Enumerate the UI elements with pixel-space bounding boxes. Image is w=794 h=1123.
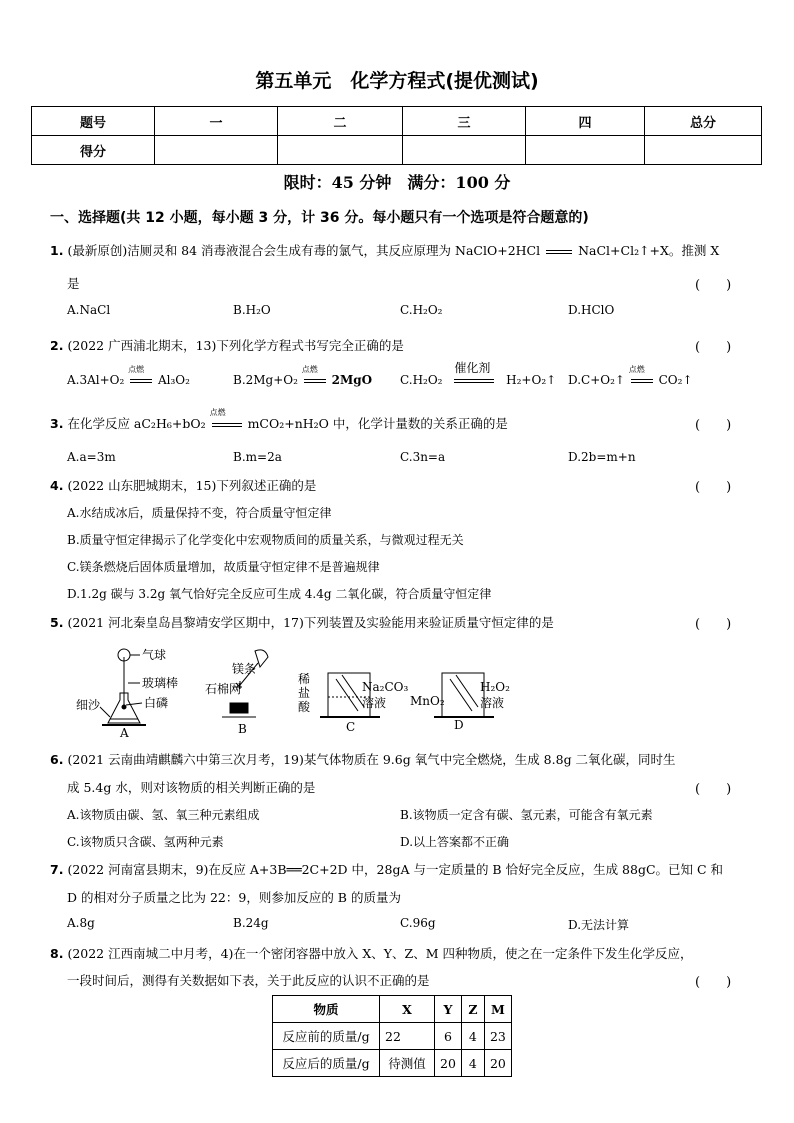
- option-b[interactable]: B.24g: [233, 916, 269, 930]
- option-text: 2MgO: [331, 373, 373, 387]
- equals-sign: [546, 250, 572, 254]
- condition-label: 点燃: [628, 365, 645, 374]
- condition-label: 催化剂: [454, 361, 491, 375]
- option-b[interactable]: B.质量守恒定律揭示了化学变化中宏观物质间的质量关系，与微观过程无关: [67, 533, 464, 547]
- score-row-label: 得分: [32, 136, 155, 165]
- option-text: D.C+O₂↑: [568, 373, 625, 387]
- figure-letter: D: [454, 718, 464, 732]
- score-cell[interactable]: [155, 136, 278, 165]
- table-header-cell: Z: [461, 996, 484, 1023]
- figure-label: 溶液: [362, 696, 387, 710]
- figure-letter: C: [346, 720, 356, 734]
- option-d[interactable]: D.HClO: [568, 303, 615, 317]
- reaction-condition: [128, 365, 154, 387]
- option-c[interactable]: C.该物质只含碳、氢两种元素: [67, 835, 224, 849]
- question-6: [50, 750, 676, 768]
- question-text: (2022 山东肥城期末，15)下列叙述正确的是: [67, 478, 317, 493]
- answer-parentheses[interactable]: ( ): [695, 782, 732, 797]
- question-8: [50, 944, 693, 962]
- score-header-cell: 一: [155, 107, 278, 136]
- option-d[interactable]: D.2b=m+n: [568, 450, 636, 464]
- table-row: [273, 1023, 512, 1050]
- table-cell: 反应前的质量/g: [273, 1023, 380, 1050]
- option-d[interactable]: D.以上答案都不正确: [400, 835, 510, 849]
- option-a[interactable]: A.该物质由碳、氢、氧三种元素组成: [67, 808, 260, 822]
- answer-parentheses[interactable]: ( ): [695, 340, 732, 355]
- answer-parentheses[interactable]: ( ): [695, 975, 732, 990]
- figure-label: 气球: [142, 648, 167, 662]
- question-4: [50, 476, 316, 494]
- table-header-row: [273, 996, 512, 1023]
- question-text: 是: [67, 276, 80, 291]
- figure-label: 稀: [298, 672, 311, 686]
- condition-label: 点燃: [301, 365, 318, 374]
- option-text: H₂+O₂↑: [506, 373, 557, 387]
- score-table: [31, 106, 762, 165]
- question-text: 成 5.4g 水，则对该物质的相关判断正确的是: [67, 780, 316, 795]
- option-text: B.2Mg+O₂: [233, 373, 298, 387]
- question-text: 一段时间后，测得有关数据如下表，关于此反应的认识不正确的是: [67, 973, 430, 988]
- table-header-cell: Y: [435, 996, 462, 1023]
- question-text: mCO₂+nH₂O 中，化学计量数的关系正确的是: [247, 416, 508, 431]
- question-3: [50, 408, 508, 432]
- option-b[interactable]: B.该物质一定含有碳、氢元素，可能含有氧元素: [400, 808, 653, 822]
- table-row: [273, 1050, 512, 1077]
- answer-parentheses[interactable]: ( ): [695, 278, 732, 293]
- figure-label: H₂O₂: [480, 680, 510, 694]
- figure-label: 石棉网: [205, 682, 242, 696]
- answer-parentheses[interactable]: ( ): [695, 617, 732, 632]
- option-a[interactable]: A.NaCl: [67, 303, 111, 317]
- option-c[interactable]: C.3n=a: [400, 450, 446, 464]
- equals-sign: [212, 423, 242, 427]
- figure-label: MnO₂: [410, 694, 445, 708]
- question-2: [50, 336, 404, 354]
- question-number: 7.: [50, 862, 64, 877]
- time-limit: 限时：45 分钟 满分：100 分: [283, 173, 511, 192]
- table-cell: 20: [484, 1050, 511, 1077]
- equals-sign: [454, 379, 494, 383]
- figure-label: 玻璃棒: [142, 676, 179, 690]
- question-text: (2021 云南曲靖麒麟六中第三次月考，19)某气体物质在 9.6g 氧气中完全燃烧，生成 8.8g 二氧化碳，同时生: [67, 752, 676, 767]
- question-number: 4.: [50, 478, 64, 493]
- question-text: (2022 河南富县期末，9)在反应 A+3B══2C+2D 中，28gA 与一定质量的 B 恰好完全反应，生成 88gC。已知 C 和: [67, 862, 724, 877]
- option-a[interactable]: [67, 365, 190, 387]
- option-a[interactable]: A.水结成冰后，质量保持不变，符合质量守恒定律: [67, 506, 332, 520]
- question-text: (最新原创)洁厕灵和 84 消毒液混合会生成有毒的氯气，其反应原理为 NaClO+2HCl: [67, 243, 541, 258]
- option-text: C.H₂O₂: [400, 373, 443, 387]
- question-text: (2022 广西浦北期末，13)下列化学方程式书写完全正确的是: [67, 338, 404, 353]
- question-text: NaCl+Cl₂↑+X。推测 X: [578, 243, 720, 258]
- option-text: Al₃O₂: [157, 373, 190, 387]
- option-d[interactable]: [568, 365, 693, 387]
- question-number: 1.: [50, 243, 64, 258]
- score-cell[interactable]: [403, 136, 526, 165]
- table-cell: 6: [435, 1023, 462, 1050]
- figure-label: Na₂CO₃: [362, 680, 409, 694]
- option-a[interactable]: A.8g: [67, 916, 95, 930]
- score-header-cell: 二: [278, 107, 403, 136]
- figure-letter: A: [120, 726, 129, 737]
- table-header-cell: 物质: [273, 996, 380, 1023]
- section-heading: 一、选择题(共 12 小题，每小题 3 分，计 36 分。每小题只有一个选项是符合题意的): [50, 210, 589, 226]
- apparatus-figures: [70, 645, 530, 737]
- table-cell: 反应后的质量/g: [273, 1050, 380, 1077]
- table-cell: 22: [380, 1023, 435, 1050]
- question-number: 8.: [50, 946, 64, 961]
- option-c[interactable]: C.H₂O₂: [400, 303, 443, 317]
- data-table: [272, 995, 512, 1077]
- reaction-condition: [301, 365, 328, 387]
- table-header-cell: X: [380, 996, 435, 1023]
- option-c[interactable]: C.96g: [400, 916, 436, 930]
- table-cell: 23: [484, 1023, 511, 1050]
- score-cell[interactable]: [645, 136, 762, 165]
- figure-label: 细沙: [76, 698, 101, 712]
- question-number: 6.: [50, 752, 64, 767]
- equals-sign: [631, 379, 653, 383]
- answer-parentheses[interactable]: ( ): [695, 418, 732, 433]
- question-1: [50, 241, 719, 259]
- option-b[interactable]: [233, 365, 373, 387]
- reaction-condition: [209, 408, 244, 431]
- option-d[interactable]: D.1.2g 碳与 3.2g 氧气恰好完全反应可生成 4.4g 二氧化碳，符合质量守恒定律: [67, 587, 492, 601]
- question-7: [50, 860, 723, 878]
- table-cell: 4: [461, 1050, 484, 1077]
- question-number: 5.: [50, 615, 64, 630]
- score-header-cell: 三: [403, 107, 526, 136]
- option-c[interactable]: C.镁条燃烧后固体质量增加，故质量守恒定律不是普遍规律: [67, 560, 380, 574]
- option-c[interactable]: [400, 361, 557, 387]
- option-b[interactable]: B.m=2a: [233, 450, 282, 464]
- question-text: D 的相对分子质量之比为 22：9，则参加反应的 B 的质量为: [67, 890, 401, 905]
- table-cell: 待测值: [380, 1050, 435, 1077]
- figure-label: 镁条: [232, 662, 257, 676]
- figure-label: 白磷: [144, 696, 169, 710]
- question-text: (2021 河北秦皇岛昌黎靖安学区期中，17)下列装置及实验能用来验证质量守恒定律的是: [67, 615, 554, 630]
- table-cell: 20: [435, 1050, 462, 1077]
- option-a[interactable]: A.a=3m: [67, 450, 116, 464]
- table-cell: 4: [461, 1023, 484, 1050]
- figure-label: 酸: [298, 700, 311, 714]
- question-5: [50, 613, 554, 631]
- table-header-cell: M: [484, 996, 511, 1023]
- question-number: 2.: [50, 338, 64, 353]
- option-d[interactable]: D.无法计算: [568, 918, 630, 932]
- score-header-cell: 四: [526, 107, 645, 136]
- reaction-condition: [452, 361, 496, 387]
- equals-sign: [304, 379, 326, 383]
- reaction-condition: [628, 365, 655, 387]
- question-text: 在化学反应 aC₂H₆+bO₂: [67, 416, 206, 431]
- figure-a: [100, 649, 146, 725]
- question-text: (2022 江西南城二中月考，4)在一个密闭容器中放入 X、Y、Z、M 四种物质，使之在一定条件下发生化学反应，: [67, 946, 693, 961]
- score-cell[interactable]: [278, 136, 403, 165]
- score-header-cell: 题号: [32, 107, 155, 136]
- score-cell[interactable]: [526, 136, 645, 165]
- option-text: A.3Al+O₂: [67, 373, 125, 387]
- answer-parentheses[interactable]: ( ): [695, 480, 732, 495]
- figure-letter: B: [238, 722, 247, 736]
- condition-label: 点燃: [128, 365, 145, 374]
- question-number: 3.: [50, 416, 64, 431]
- page-title: 第五单元 化学方程式(提优测试): [255, 70, 539, 92]
- figure-label: 溶液: [480, 696, 505, 710]
- score-header-cell: 总分: [645, 107, 762, 136]
- figure-label: 盐: [298, 686, 311, 700]
- option-b[interactable]: B.H₂O: [233, 303, 271, 317]
- condition-label: 点燃: [209, 408, 226, 417]
- option-text: CO₂↑: [658, 373, 693, 387]
- equals-sign: [130, 379, 152, 383]
